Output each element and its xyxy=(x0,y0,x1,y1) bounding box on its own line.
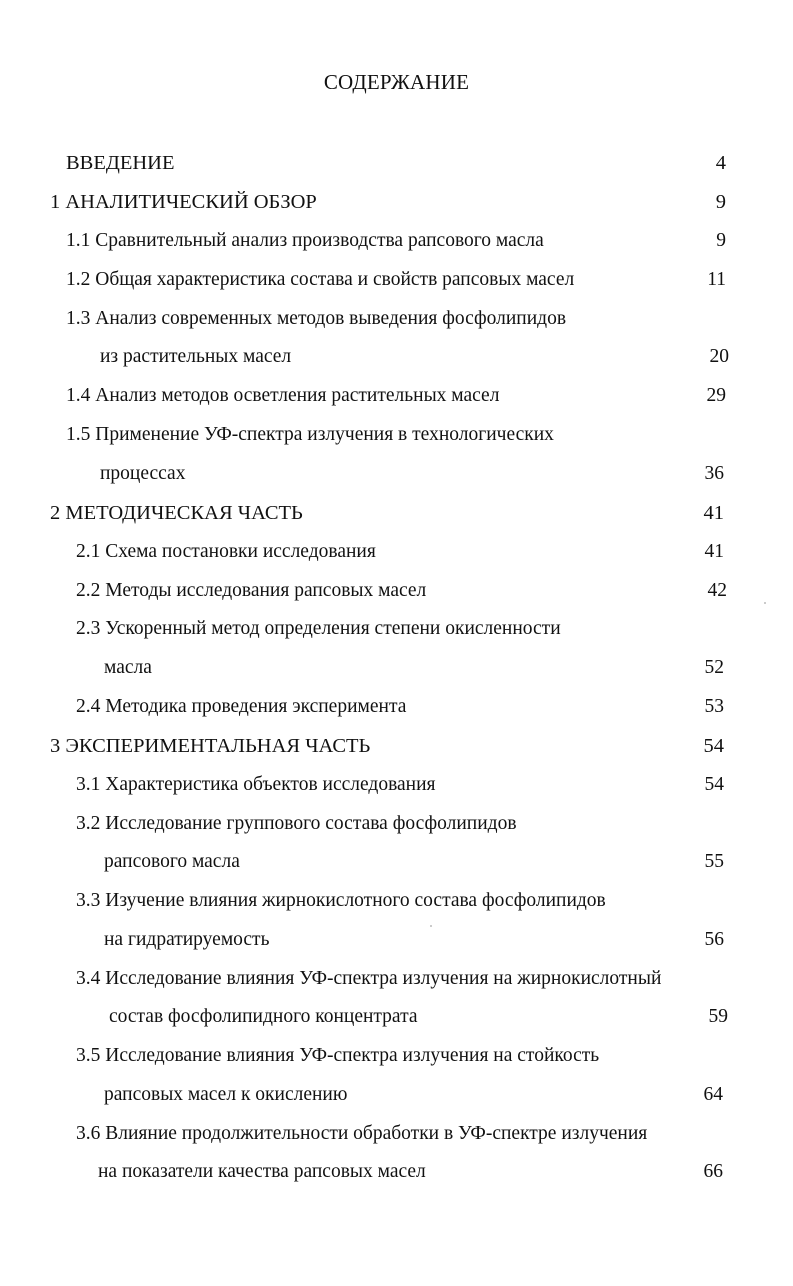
toc-page-number: 54 xyxy=(704,774,724,795)
toc-entry-3-6: 3.6 Влияние продолжительности обработки в УФ-спектре излучения xyxy=(76,1123,648,1144)
toc-entry-1-3-continued: из растительных масел xyxy=(100,346,292,367)
toc-entry-1-5-continued: процессах xyxy=(100,463,186,484)
toc-entry-3-1: 3.1 Характеристика объектов исследования xyxy=(76,774,436,795)
toc-entry-3-2-continued: рапсового масла xyxy=(104,851,240,872)
toc-entry-1-2: 1.2 Общая характеристика состава и свойств рапсовых масел xyxy=(66,269,575,290)
toc-entry-2-2: 2.2 Методы исследования рапсовых масел xyxy=(76,580,427,601)
toc-entry-3-4: 3.4 Исследование влияния УФ-спектра излучения на жирнокислотный xyxy=(76,968,662,989)
toc-entry-3-5: 3.5 Исследование влияния УФ-спектра излучения на стойкость xyxy=(76,1045,600,1066)
toc-entry-1-1: 1.1 Сравнительный анализ производства рапсового масла xyxy=(66,230,544,251)
toc-entry-chapter-1: 1 АНАЛИТИЧЕСКИЙ ОБЗОР xyxy=(50,191,317,213)
toc-page-number: 9 xyxy=(715,191,726,213)
toc-page-number: 9 xyxy=(716,230,726,251)
toc-page-number: 29 xyxy=(706,385,726,406)
toc-page-number: 52 xyxy=(704,657,724,678)
toc-entry-3-2: 3.2 Исследование группового состава фосфолипидов xyxy=(76,813,517,834)
page-title: СОДЕРЖАНИЕ xyxy=(323,70,470,94)
toc-page-number: 64 xyxy=(703,1084,723,1105)
toc-page-number: 41 xyxy=(703,502,724,524)
toc-entry-3-4-continued: состав фосфолипидного концентрата xyxy=(109,1006,418,1027)
toc-page-number: 66 xyxy=(703,1161,723,1182)
toc-page-number: 53 xyxy=(704,696,724,717)
toc-entry-2-4: 2.4 Методика проведения эксперимента xyxy=(76,696,407,717)
toc-entry-chapter-3: 3 ЭКСПЕРИМЕНТАЛЬНАЯ ЧАСТЬ xyxy=(50,735,371,757)
toc-page-number: 36 xyxy=(704,463,724,484)
scan-speck xyxy=(430,925,432,927)
toc-page-number: 20 xyxy=(709,346,729,367)
toc-entry-2-3-continued: масла xyxy=(104,657,152,678)
toc-page-number: 41 xyxy=(704,541,724,562)
toc-entry-2-1: 2.1 Схема постановки исследования xyxy=(76,541,376,562)
toc-page-number: 42 xyxy=(707,580,727,601)
toc-entry-1-4: 1.4 Анализ методов осветления растительных масел xyxy=(66,385,500,406)
toc-entry-3-3-continued: на гидратируемость xyxy=(104,929,270,950)
toc-entry-chapter-2: 2 МЕТОДИЧЕСКАЯ ЧАСТЬ xyxy=(50,502,303,524)
toc-entry-introduction: ВВЕДЕНИЕ xyxy=(66,152,175,174)
toc-page-number: 59 xyxy=(708,1006,728,1027)
toc-page-number: 11 xyxy=(707,269,726,290)
toc-page-number: 54 xyxy=(703,735,724,757)
toc-entry-1-3: 1.3 Анализ современных методов выведения фосфолипидов xyxy=(66,308,567,329)
toc-entry-3-3: 3.3 Изучение влияния жирнокислотного состава фосфолипидов xyxy=(76,890,606,911)
toc-entry-3-5-continued: рапсовых масел к окислению xyxy=(104,1084,348,1105)
toc-entry-3-6-continued: на показатели качества рапсовых масел xyxy=(98,1161,426,1182)
toc-entry-1-5: 1.5 Применение УФ-спектра излучения в технологических xyxy=(66,424,554,445)
toc-page-number: 56 xyxy=(704,929,724,950)
toc-page-number: 55 xyxy=(704,851,724,872)
toc-entry-2-3: 2.3 Ускоренный метод определения степени окисленности xyxy=(76,618,561,639)
toc-page-number: 4 xyxy=(715,152,726,174)
scan-speck xyxy=(764,602,766,604)
